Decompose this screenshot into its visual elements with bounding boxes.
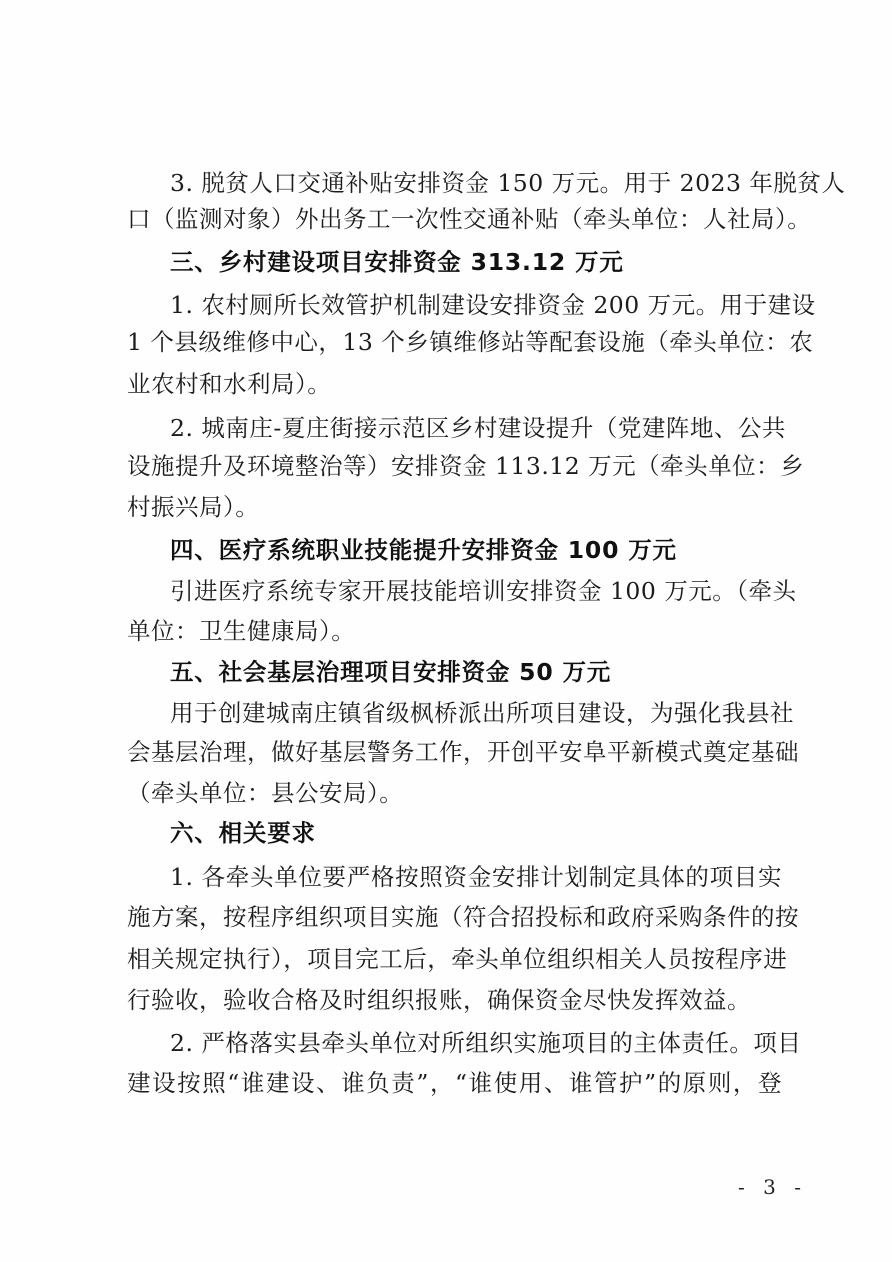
paragraph-line: 村振兴局）。 xyxy=(127,493,260,521)
section-heading-medical-skills: 四、医疗系统职业技能提升安排资金 100 万元 xyxy=(170,536,677,564)
page-number: - 3 - xyxy=(738,1175,807,1199)
paragraph-line: 会基层治理，做好基层警务工作，开创平安阜平新模式奠定基础 xyxy=(127,738,799,766)
paragraph-line: 相关规定执行），项目完工后，牵头单位组织相关人员按程序进 xyxy=(127,945,788,973)
section-heading-social-governance: 五、社会基层治理项目安排资金 50 万元 xyxy=(170,658,612,686)
paragraph-line: 2. 严格落实县牵头单位对所组织实施项目的主体责任。项目 xyxy=(170,1029,802,1057)
paragraph-line: 2. 城南庄-夏庄街接示范区乡村建设提升（党建阵地、公共 xyxy=(170,414,786,442)
paragraph-line: 口（监测对象）外出务工一次性交通补贴（牵头单位：人社局）。 xyxy=(127,205,812,233)
paragraph-line: 引进医疗系统专家开展技能培训安排资金 100 万元。（牵头 xyxy=(170,577,797,605)
paragraph-line: 行验收，验收合格及时组织报账，确保资金尽快发挥效益。 xyxy=(127,986,751,1014)
paragraph-line: 1 个县级维修中心，13 个乡镇维修站等配套设施（牵头单位：农 xyxy=(127,328,814,356)
section-heading-requirements: 六、相关要求 xyxy=(170,819,316,847)
paragraph-line: 建设按照“谁建设、谁负责”，“谁使用、谁管护”的原则，登 xyxy=(127,1069,782,1097)
paragraph-line: 业农村和水利局）。 xyxy=(127,370,332,398)
paragraph-line: 用于创建城南庄镇省级枫桥派出所项目建设，为强化我县社 xyxy=(170,699,794,727)
paragraph-line: 3. 脱贫人口交通补贴安排资金 150 万元。用于 2023 年脱贫人 xyxy=(170,169,846,197)
paragraph-line: 单位：卫生健康局）。 xyxy=(127,617,356,645)
section-heading-rural-construction: 三、乡村建设项目安排资金 313.12 万元 xyxy=(170,248,624,276)
paragraph-line: 施方案，按程序组织项目实施（符合招投标和政府采购条件的按 xyxy=(127,903,799,931)
paragraph-line: （牵头单位：县公安局）。 xyxy=(127,779,404,807)
paragraph-line: 1. 各牵头单位要严格按照资金安排计划制定具体的项目实 xyxy=(170,863,782,891)
paragraph-line: 1. 农村厕所长效管护机制建设安排资金 200 万元。用于建设 xyxy=(170,291,816,319)
paragraph-line: 设施提升及环境整治等）安排资金 113.12 万元（牵头单位：乡 xyxy=(127,452,805,480)
